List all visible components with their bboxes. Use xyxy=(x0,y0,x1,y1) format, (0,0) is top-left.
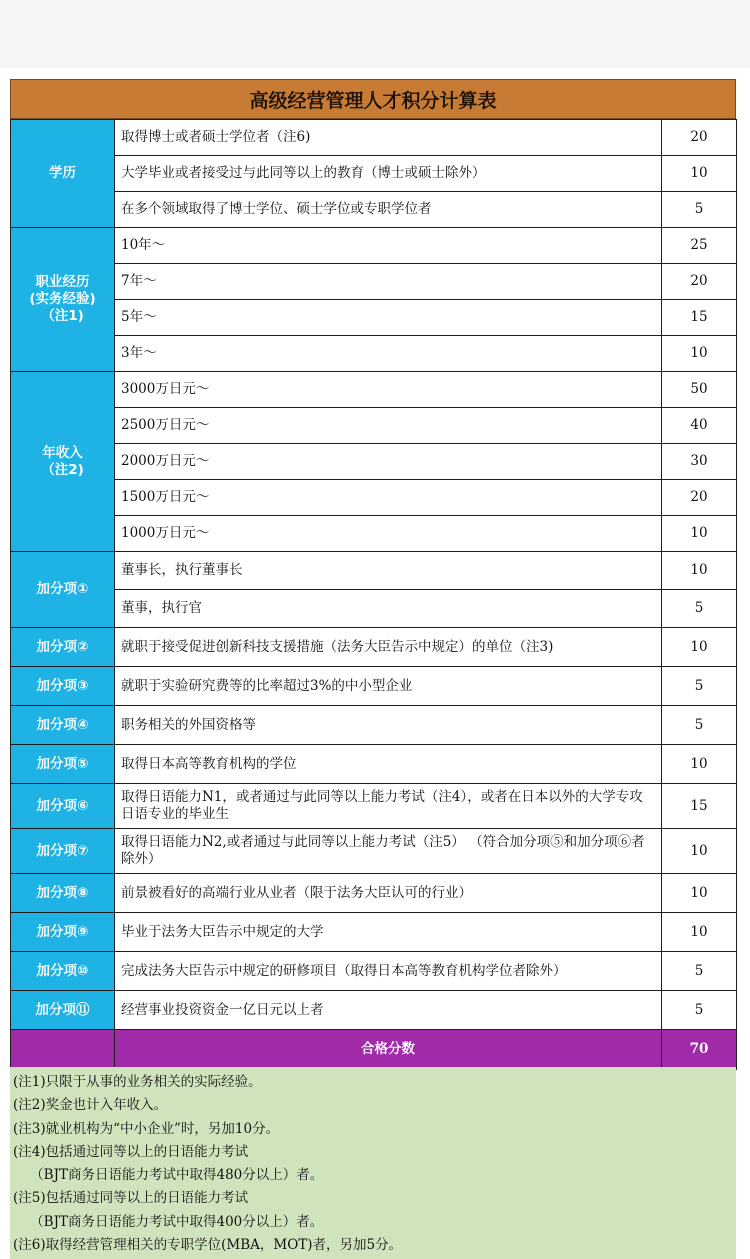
criteria-cell: 在多个领域取得了博士学位、硕士学位或专职学位者 xyxy=(115,192,662,228)
criteria-cell: 3000万日元～ xyxy=(115,372,662,408)
points-cell: 15 xyxy=(662,300,737,336)
table-row xyxy=(11,706,737,745)
points-cell: 5 xyxy=(662,991,737,1030)
table-row xyxy=(11,408,737,444)
table-row xyxy=(11,628,737,667)
table-row xyxy=(11,372,737,408)
points-cell: 15 xyxy=(662,784,737,829)
table-row xyxy=(11,829,737,874)
note-line: (注5)包括通过同等以上的日语能力考试 xyxy=(13,1190,249,1207)
category-cell: 加分项⑩ xyxy=(11,952,115,991)
category-cell: 加分项⑥ xyxy=(11,784,115,829)
passing-score-label: 合格分数 xyxy=(115,1030,662,1070)
points-cell: 10 xyxy=(662,552,737,590)
points-cell: 5 xyxy=(662,192,737,228)
criteria-cell: 3年～ xyxy=(115,336,662,372)
points-cell: 10 xyxy=(662,628,737,667)
criteria-cell: 1000万日元～ xyxy=(115,516,662,552)
note-line: (注4)包括通过同等以上的日语能力考试 xyxy=(13,1143,249,1160)
note-line: （BJT商务日语能力考试中取得480分以上）者。 xyxy=(13,1167,324,1184)
category-cell: 学历 xyxy=(11,120,115,228)
category-cell: 加分项② xyxy=(11,628,115,667)
category-cell: 职业经历 (实务经验) （注1) xyxy=(11,228,115,372)
note-line: (注6)取得经营管理相关的专职学位(MBA，MOT)者，另加5分。 xyxy=(13,1237,403,1254)
criteria-cell: 就职于实验研究费等的比率超过3%的中小型企业 xyxy=(115,667,662,706)
points-cell: 5 xyxy=(662,667,737,706)
passing-score-value: 70 xyxy=(662,1030,737,1070)
criteria-cell: 2500万日元～ xyxy=(115,408,662,444)
category-cell: 加分项⑪ xyxy=(11,991,115,1030)
criteria-cell: 大学毕业或者接受过与此同等以上的教育（博士或硕士除外） xyxy=(115,156,662,192)
points-cell: 10 xyxy=(662,516,737,552)
criteria-cell: 毕业于法务大臣告示中规定的大学 xyxy=(115,913,662,952)
points-cell: 10 xyxy=(662,745,737,784)
note-line: (注2)奖金也计入年收入。 xyxy=(13,1097,168,1114)
table-row xyxy=(11,590,737,628)
criteria-cell: 5年～ xyxy=(115,300,662,336)
table-row xyxy=(11,336,737,372)
points-cell: 5 xyxy=(662,952,737,991)
table-row xyxy=(11,874,737,913)
table-row xyxy=(11,192,737,228)
points-cell: 10 xyxy=(662,874,737,913)
criteria-cell: 董事，执行官 xyxy=(115,590,662,628)
criteria-cell: 7年～ xyxy=(115,264,662,300)
category-cell: 加分项⑤ xyxy=(11,745,115,784)
points-cell: 10 xyxy=(662,336,737,372)
points-cell: 20 xyxy=(662,480,737,516)
table-row xyxy=(11,264,737,300)
note-line: (注1)只限于从事的业务相关的实际经验。 xyxy=(13,1074,262,1090)
table-row xyxy=(11,156,737,192)
criteria-cell: 经营事业投资资金一亿日元以上者 xyxy=(115,991,662,1030)
points-cell: 5 xyxy=(662,590,737,628)
table-row xyxy=(11,745,737,784)
points-cell: 20 xyxy=(662,264,737,300)
category-cell: 加分项③ xyxy=(11,667,115,706)
criteria-cell: 前景被看好的高端行业从业者（限于法务大臣认可的行业） xyxy=(115,874,662,913)
table-row xyxy=(11,228,737,264)
points-cell: 40 xyxy=(662,408,737,444)
table-row xyxy=(11,552,737,590)
table-row xyxy=(11,913,737,952)
criteria-cell: 10年～ xyxy=(115,228,662,264)
table-row xyxy=(11,991,737,1030)
criteria-cell: 董事长，执行董事长 xyxy=(115,552,662,590)
criteria-cell: 取得日语能力N1，或者通过与此同等以上能力考试（注4），或者在日本以外的大学专攻日语专业的毕业生 xyxy=(115,784,662,829)
table-row xyxy=(11,444,737,480)
points-cell: 10 xyxy=(662,829,737,874)
criteria-cell: 就职于接受促进创新科技支援措施（法务大臣告示中规定）的单位（注3) xyxy=(115,628,662,667)
table-row xyxy=(11,784,737,829)
note-line: (注3)就业机构为“中小企业”时，另加10分。 xyxy=(13,1120,280,1137)
criteria-cell: 取得日本高等教育机构的学位 xyxy=(115,745,662,784)
criteria-cell: 职务相关的外国资格等 xyxy=(115,706,662,745)
table-row xyxy=(11,480,737,516)
points-cell: 30 xyxy=(662,444,737,480)
points-table xyxy=(10,119,737,1070)
points-cell: 20 xyxy=(662,120,737,156)
category-cell: 加分项⑦ xyxy=(11,829,115,874)
table-row xyxy=(11,120,737,156)
points-cell: 25 xyxy=(662,228,737,264)
category-cell: 年收入 （注2) xyxy=(11,372,115,552)
table-row xyxy=(11,516,737,552)
table-row xyxy=(11,667,737,706)
passing-score-blank xyxy=(11,1030,115,1070)
table-row xyxy=(11,952,737,991)
points-cell: 10 xyxy=(662,156,737,192)
category-cell: 加分项① xyxy=(11,552,115,628)
note-line: （BJT商务日语能力考试中取得400分以上）者。 xyxy=(13,1213,324,1230)
category-cell: 加分项⑨ xyxy=(11,913,115,952)
points-cell: 50 xyxy=(662,372,737,408)
category-cell: 加分项④ xyxy=(11,706,115,745)
criteria-cell: 1500万日元～ xyxy=(115,480,662,516)
category-cell: 加分项⑧ xyxy=(11,874,115,913)
points-cell: 10 xyxy=(662,913,737,952)
criteria-cell: 取得博士或者硕士学位者（注6) xyxy=(115,120,662,156)
criteria-cell: 取得日语能力N2,或者通过与此同等以上能力考试（注5） （符合加分项⑤和加分项⑥者除外） xyxy=(115,829,662,874)
points-cell: 5 xyxy=(662,706,737,745)
criteria-cell: 2000万日元～ xyxy=(115,444,662,480)
table-row xyxy=(11,300,737,336)
criteria-cell: 完成法务大臣告示中规定的研修项目（取得日本高等教育机构学位者除外） xyxy=(115,952,662,991)
table-title: 高级经营管理人才积分计算表 xyxy=(10,79,736,119)
notes-section xyxy=(10,1067,736,1259)
passing-score-row xyxy=(11,1030,737,1070)
